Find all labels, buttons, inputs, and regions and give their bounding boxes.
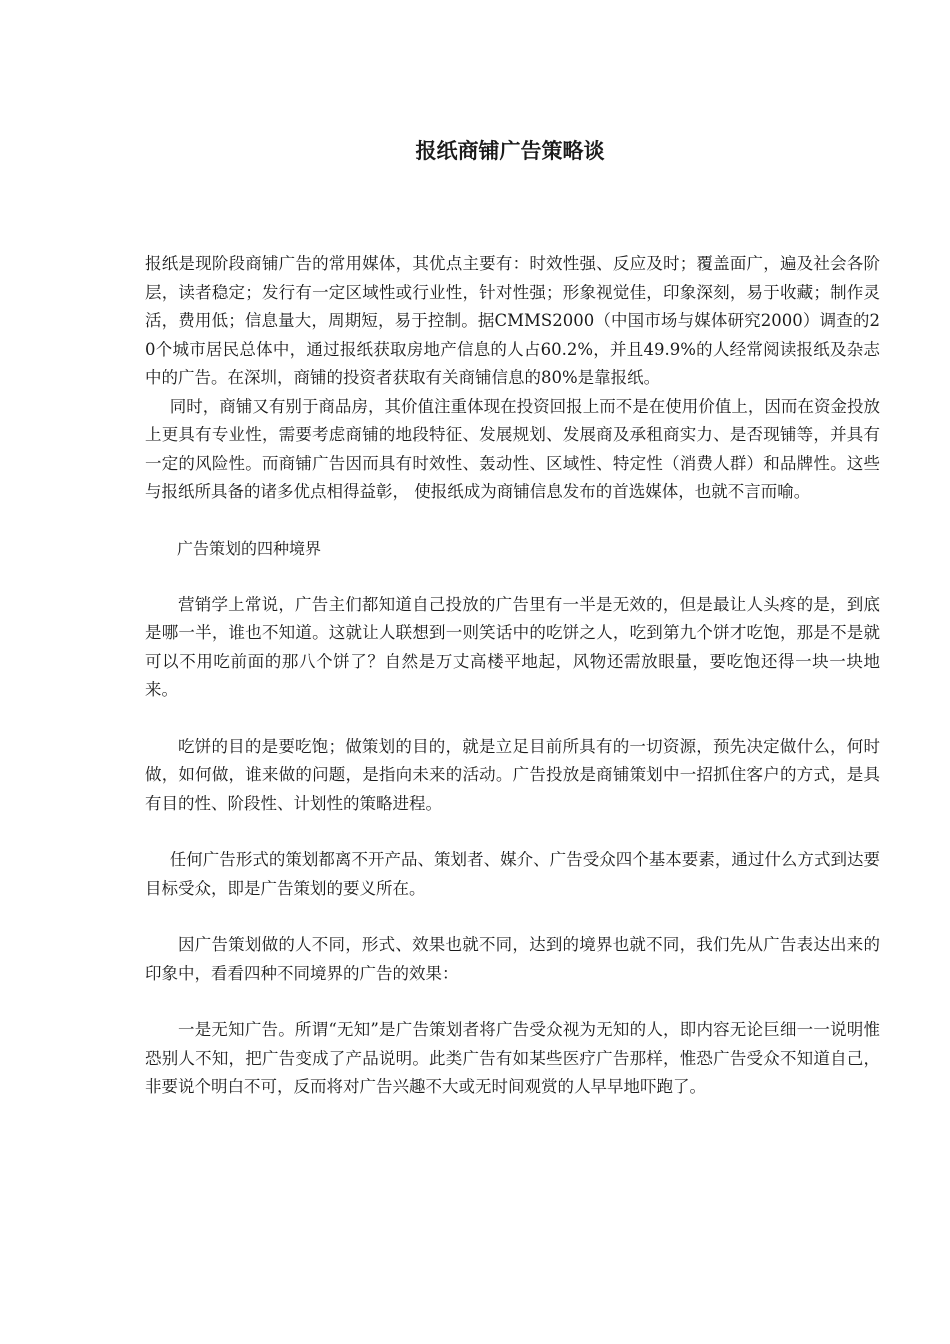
spacer (145, 563, 880, 591)
section-heading: 广告策划的四种境界 (177, 538, 322, 558)
paragraph-marketing: 营销学上常说，广告主们都知道自己投放的广告里有一半是无效的，但是最让人头疼的是，到底是哪一半，谁也不知道。这就让人联想到一则笑话中的吃饼之人，吃到第九个饼才吃饱，那是不是就可以不用吃前面的那八个饼了？自然是万丈高楼平地起，风物还需放眼量，要吃饱还得一块一块地来。 (145, 594, 880, 699)
paragraph-ignorant-ads: 一是无知广告。所谓“无知”是广告策划者将广告受众视为无知的人，即内容无论巨细一一说明惟恐别人不知，把广告变成了产品说明。此类广告有如某些医疗广告那样，惟恐广告受众不知道自己，非要说个明白不可，反而将对广告兴趣不大或无时间观赏的人早早地吓跑了。 (145, 1020, 880, 1096)
spacer (145, 903, 880, 931)
paragraph-intro: 报纸是现阶段商铺广告的常用媒体，其优点主要有：时效性强、反应及时；覆盖面广，遍及社会各阶层，读者稳定；发行有一定区域性或行业性，针对性强；形象视觉佳，印象深刻，易于收藏；制作灵活，费用低；信息量大，周期短，易于控制。据CMMS2000（中国市场与媒体研究2000）调查的20个城市居民总体中，通过报纸获取房地产信息的人占60.2%，并且49.9%的人经常阅读报纸及杂志中的广告。在深圳，商铺的投资者获取有关商铺信息的80%是靠报纸。 (145, 254, 880, 387)
paragraph-shop-value: 同时，商铺又有别于商品房，其价值注重体现在投资回报上而不是在使用价值上，因而在资金投放上更具有专业性，需要考虑商铺的地段特征、发展规划、发展商及承租商实力、是否现铺等，并具有一定的风险性。而商铺广告因而具有时效性、轰动性、区域性、特定性（消费人群）和品牌性。这些与报纸所具备的诸多优点相得益彰， 使报纸成为商铺信息发布的首选媒体，也就不言而喻。 (145, 396, 880, 501)
document-title: 报纸商铺广告策略谈 (415, 138, 605, 163)
spacer (145, 818, 880, 846)
document-body (145, 250, 880, 1102)
spacer (145, 705, 880, 733)
paragraph-planning-purpose: 吃饼的目的是要吃饱；做策划的目的，就是立足目前所具有的一切资源，预先决定做什么，何时做，如何做，谁来做的问题，是指向未来的活动。广告投放是商铺策划中一招抓住客户的方式，是具有目的性、阶段性、计划性的策略进程。 (145, 736, 880, 813)
spacer (145, 988, 880, 1016)
spacer (145, 507, 880, 535)
paragraph-four-realms: 因广告策划做的人不同，形式、效果也就不同，达到的境界也就不同，我们先从广告表达出来的印象中，看看四种不同境界的广告的效果： (145, 935, 880, 983)
paragraph-four-elements: 任何广告形式的策划都离不开产品、策划者、媒介、广告受众四个基本要素，通过什么方式到达要目标受众，即是广告策划的要义所在。 (145, 850, 880, 898)
